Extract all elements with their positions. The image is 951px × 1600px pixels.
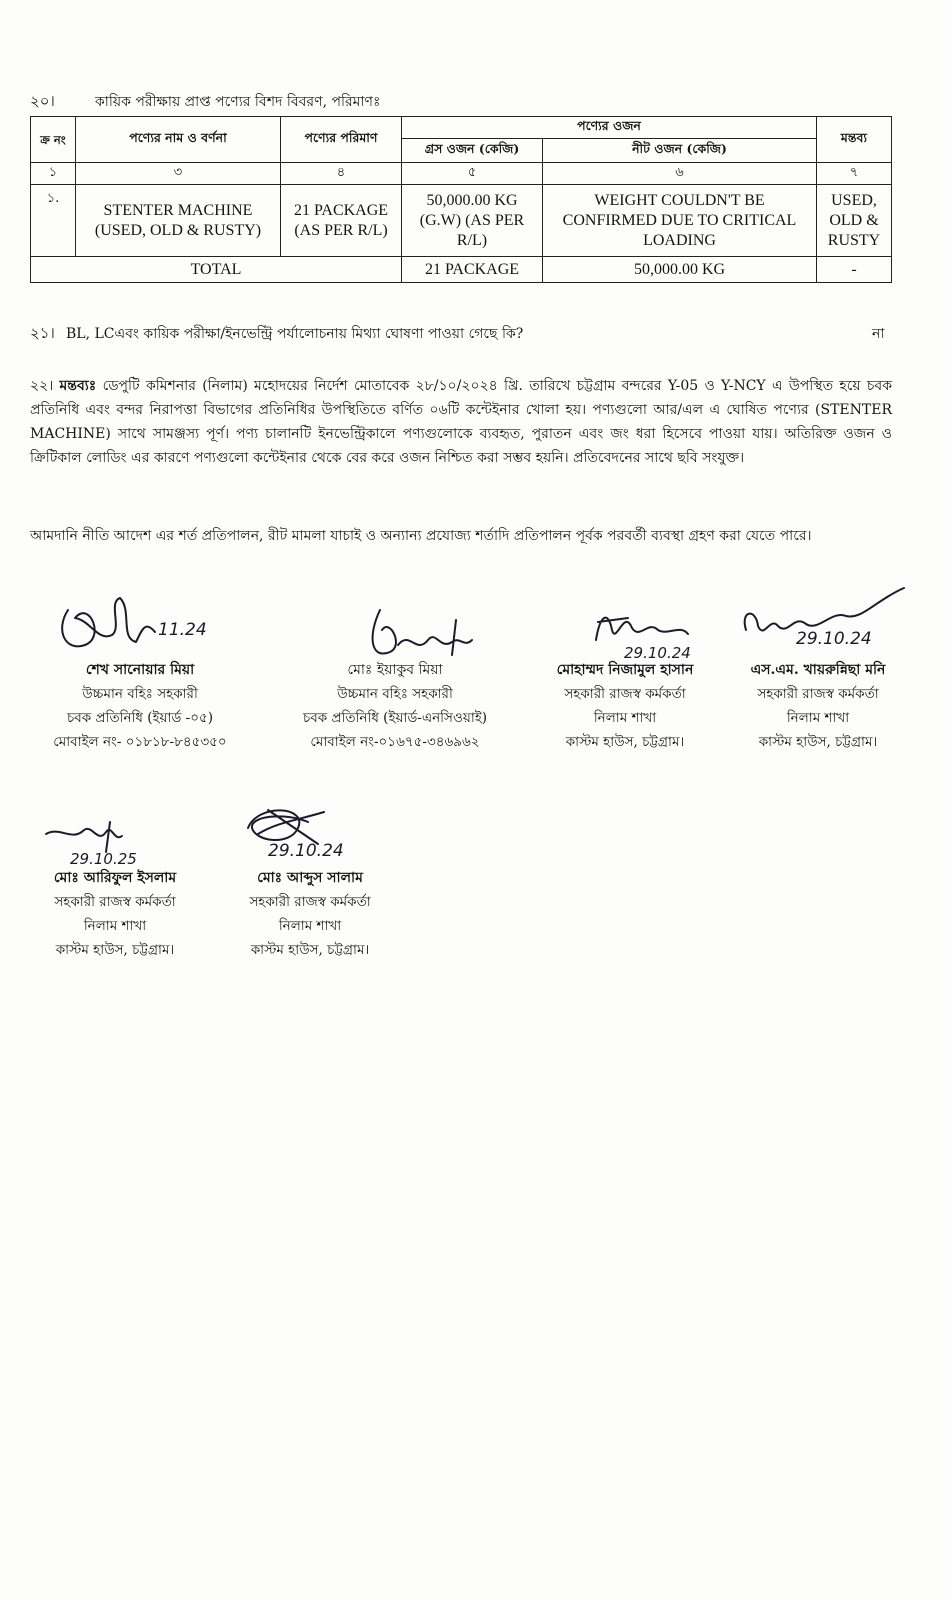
section-21-number: ২১। <box>30 324 55 342</box>
header-serial: ক্র নং <box>31 117 76 163</box>
signatory-contact: কাস্টম হাউস, চট্টগ্রাম। <box>565 734 685 750</box>
index-cell: ৬ <box>543 163 817 185</box>
signature-6-date: 29.10.24 <box>268 841 344 861</box>
signatory-designation: সহকারী রাজস্ব কর্মকর্তা <box>564 686 686 702</box>
signatory-contact: মোবাইল নং-০১৬৭৫-৩৪৬৯৬২ <box>310 734 480 750</box>
header-weight-group: পণ্যের ওজন <box>402 117 817 139</box>
section-22-remarks <box>30 374 892 470</box>
row-serial: ১. <box>31 185 76 257</box>
section-22-number: ২২। <box>30 378 54 394</box>
signatory-name: মোঃ ইয়াকুব মিয়া <box>347 662 443 678</box>
header-remark: মন্তব্য <box>817 117 892 163</box>
row-quantity: 21 PACKAGE (AS PER R/L) <box>281 185 402 257</box>
index-cell: ৩ <box>76 163 281 185</box>
total-weight: 50,000.00 KG <box>543 257 817 283</box>
signatory-designation: সহকারী রাজস্ব কর্মকর্তা <box>54 894 176 910</box>
goods-table <box>30 116 892 283</box>
signatory-office: চবক প্রতিনিধি (ইয়ার্ড -০৫) <box>67 710 213 726</box>
signatory-office: নিলাম শাখা <box>786 710 850 726</box>
section-21-answer: না <box>872 326 885 342</box>
signatory-contact: কাস্টম হাউস, চট্টগ্রাম। <box>758 734 878 750</box>
signatory-designation: সহকারী রাজস্ব কর্মকর্তা <box>249 894 371 910</box>
signatory-office: চবক প্রতিনিধি (ইয়ার্ড-এনসিওয়াই) <box>302 710 488 726</box>
signatory-office: নিলাম শাখা <box>593 710 657 726</box>
signatory-office: নিলাম শাখা <box>83 918 147 934</box>
signatory-contact: কাস্টম হাউস, চট্টগ্রাম। <box>250 942 370 958</box>
table-row <box>31 185 892 257</box>
header-name: পণ্যের নাম ও বর্ণনা <box>76 117 281 163</box>
signatory-block <box>20 866 210 962</box>
signatory-designation: উচ্চমান বহিঃ সহকারী <box>82 686 198 702</box>
signature-5 <box>40 812 220 872</box>
signatory-contact: কাস্টম হাউস, চট্টগ্রাম। <box>55 942 175 958</box>
total-remark: - <box>817 257 892 283</box>
signature-3-date: 29.10.24 <box>624 644 691 660</box>
row-net-weight: WEIGHT COULDN'T BE CONFIRMED DUE TO CRITICAL LOADING <box>543 185 817 257</box>
signatory-block <box>215 866 405 962</box>
signatory-name: শেখ সানোয়ার মিয়া <box>85 662 195 678</box>
signatory-block <box>275 658 515 754</box>
signatory-contact: মোবাইল নং- ০১৮১৮-৮৪৫৩৫০ <box>53 734 227 750</box>
signature-3 <box>588 600 728 660</box>
total-row <box>31 257 892 283</box>
row-name: STENTER MACHINE (USED, OLD & RUSTY) <box>76 185 281 257</box>
signatory-block <box>718 658 918 754</box>
row-gross-weight: 50,000.00 KG (G.W) (AS PER R/L) <box>402 185 543 257</box>
section-22-text: ডেপুটি কমিশনার (নিলাম) মহোদয়ের নির্দেশ মোতাবেক ২৮/১০/২০২৪ খ্রি. তারিখে চট্টগ্রাম বন্দরের Y-05 ও Y-NCY এ উপস্থিত হয়ে চবক প্রতিনিধি এবং বন্দর নিরাপত্তা বিভাগের প্রতিনিধির উপস্থিতিতে বর্ণিত ০৬টি কন্টেইনার খোলা হয়। পণ্যগুলো আর/এল এ ঘোষিত পণ্যের (STENTER MACHINE) সাথে সামঞ্জস্য পূর্ণ। পণ্য চালানটি ইনভেন্ট্রিকালে পণ্যগুলোকে ব্যবহৃত, পুরাতন এবং জং ধরা হিসেবে পাওয়া যায়। অতিরিক্ত ওজন ও ক্রিটিকাল লোডিং এর কারণে পণ্যগুলো কন্টেইনার থেকে বের করে ওজন নিশ্চিত করা সম্ভব হয়নি। প্রতিবেদনের সাথে ছবি সংযুক্ত। <box>30 378 893 466</box>
header-gross-weight: গ্রস ওজন (কেজি) <box>402 139 543 163</box>
section-22-label: মন্তব্যঃ <box>59 378 97 394</box>
signatory-name: মোহাম্মদ নিজামুল হাসান <box>556 662 694 678</box>
signature-1-date: 11.24 <box>158 620 207 640</box>
signatory-designation: উচ্চমান বহিঃ সহকারী <box>337 686 453 702</box>
row-remark: USED, OLD & RUSTY <box>817 185 892 257</box>
signatory-office: নিলাম শাখা <box>278 918 342 934</box>
signature-4-date: 29.10.24 <box>796 629 872 649</box>
header-net-weight: নীট ওজন (কেজি) <box>543 139 817 163</box>
total-quantity: 21 PACKAGE <box>402 257 543 283</box>
section-21-question: BL, LCএবং কায়িক পরীক্ষা/ইনভেন্ট্রি পর্যালোচনায় মিথ্যা ঘোষণা পাওয়া গেছে কি? <box>66 326 524 342</box>
signatory-name: মোঃ আরিফুল ইসলাম <box>53 870 177 886</box>
signatory-name: এস.এম. খায়রুন্নিছা মনি <box>750 662 886 678</box>
closing-statement: আমদানি নীতি আদেশ এর শর্ত প্রতিপালন, রীট মামলা যাচাই ও অন্যান্য প্রযোজ্য শর্তাদি প্রতিপালন পূর্বক পরবর্তী ব্যবস্থা গ্রহণ করা যেতে পারে। <box>30 528 812 544</box>
signatory-designation: সহকারী রাজস্ব কর্মকর্তা <box>757 686 879 702</box>
signatory-block <box>525 658 725 754</box>
signature-4 <box>736 580 916 650</box>
header-quantity: পণ্যের পরিমাণ <box>281 117 402 163</box>
section-20-number: ২০। <box>30 92 55 110</box>
signature-5-date: 29.10.25 <box>70 850 137 868</box>
signatory-block <box>20 658 260 754</box>
index-row <box>31 163 892 185</box>
index-cell: ১ <box>31 163 76 185</box>
signature-6 <box>238 798 408 868</box>
total-label: TOTAL <box>31 257 402 283</box>
signatory-name: মোঃ আব্দুস সালাম <box>257 870 363 886</box>
index-cell: ৭ <box>817 163 892 185</box>
section-20-title: কায়িক পরীক্ষায় প্রাপ্ত পণ্যের বিশদ বিবরণ, পরিমাণঃ <box>95 94 381 110</box>
signature-1 <box>50 590 220 660</box>
index-cell: ৪ <box>281 163 402 185</box>
index-cell: ৫ <box>402 163 543 185</box>
